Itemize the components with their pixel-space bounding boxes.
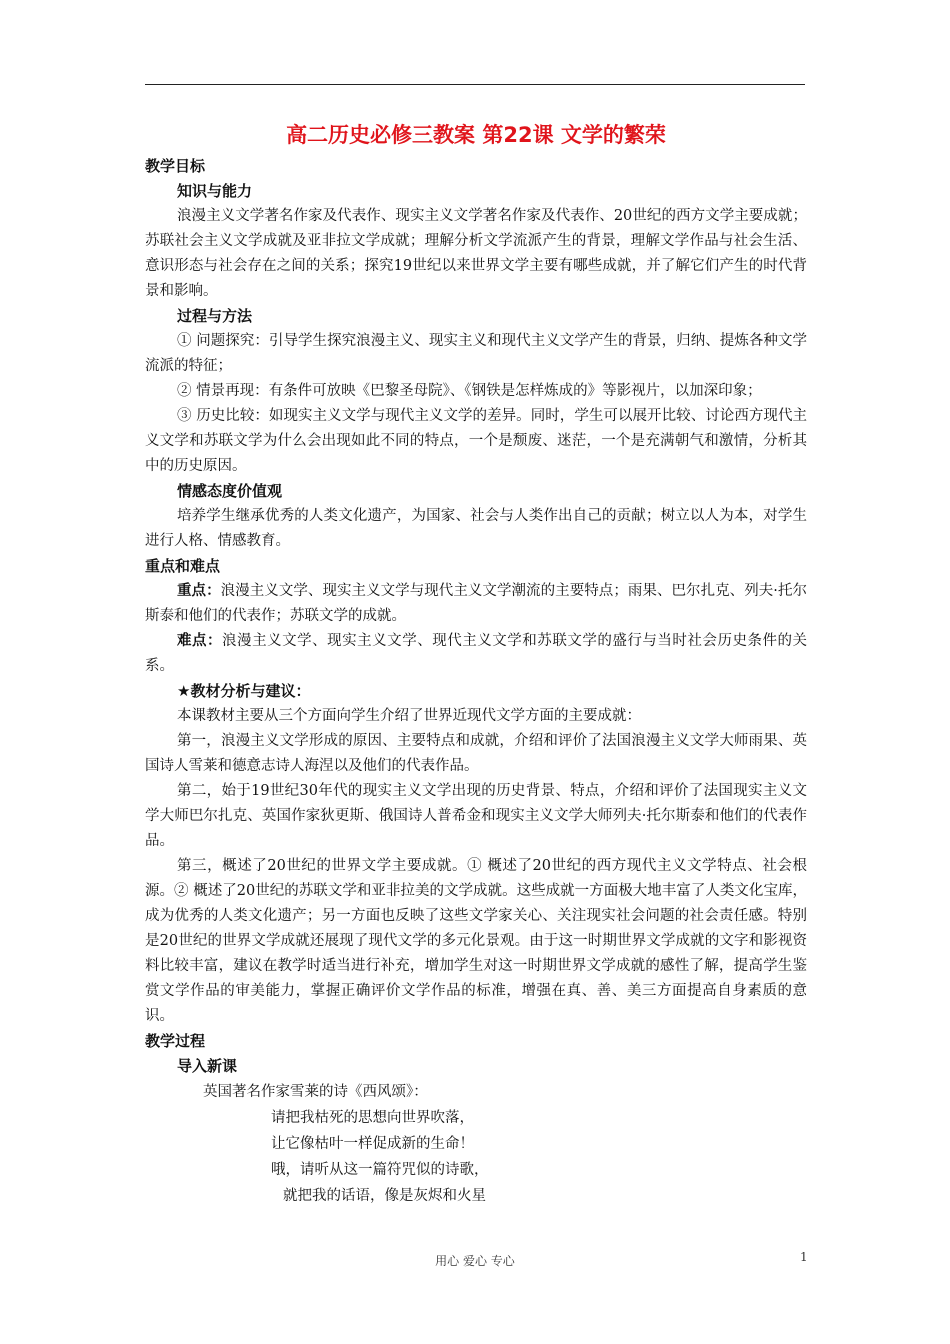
poem-intro: 英国著名作家雪莱的诗《西风颂》： (203, 1084, 428, 1100)
heading-process: 过程与方法 (177, 307, 253, 325)
paragraph-process-2: ② 情景再现：有条件可放映《巴黎圣母院》、《钢铁是怎样炼成的》等影视片，以加深印象； (177, 383, 762, 399)
paragraph-difficulty (145, 629, 807, 679)
paragraph-analysis-intro: 本课教材主要从三个方面向学生介绍了世界近现代文学方面的主要成就： (177, 708, 641, 724)
page-number: 1 (800, 1250, 808, 1264)
paragraph-process-3: ③ 历史比较：如现实主义文学与现代主义文学的差异。同时，学生可以展开比较、讨论西方现代主义文学和苏联文学为什么会出现如此不同的特点，一个是颓废、迷茫，一个是充满朝气和激情，分析其中的历史原因。 (145, 408, 807, 474)
poem-line: 哦，请听从这一篇符咒似的诗歌， (271, 1162, 489, 1178)
heading-knowledge: 知识与能力 (177, 182, 253, 200)
document-body (145, 120, 807, 1209)
heading-emotion: 情感态度价值观 (177, 482, 283, 500)
difficulty-text: 浪漫主义文学、现实主义文学、现代主义文学和苏联文学的盛行与当时社会历史条件的关系。 (145, 633, 808, 674)
poem-line: 请把我枯死的思想向世界吹落， (271, 1110, 474, 1126)
page-footer: 用心 爱心 专心 (435, 1254, 515, 1268)
key-text: 浪漫主义文学、现实主义文学与现代主义文学潮流的主要特点；雨果、巴尔扎克、列夫·托尔斯泰和他们的代表作；苏联文学的成就。 (145, 583, 808, 624)
heading-teaching: 教学过程 (145, 1032, 206, 1050)
key-label: 重点： (177, 583, 221, 599)
paragraph-process-1: ① 问题探究：引导学生探究浪漫主义、现实主义和现代主义文学产生的背景，归纳、提炼各种文学流派的特征； (145, 333, 807, 374)
heading-analysis: ★教材分析与建议： (177, 682, 311, 700)
paragraph-key (145, 579, 807, 629)
heading-keypoints: 重点和难点 (145, 557, 221, 575)
paragraph-knowledge: 浪漫主义文学著名作家及代表作、现实主义文学著名作家及代表作、20世纪的西方文学主要成就；苏联社会主义文学成就及亚非拉文学成就；理解分析文学流派产生的背景，理解文学作品与社会生活、意识形态与社会存在之间的关系；探究19世纪以来世界文学主要有哪些成就，并了解它们产生的时代背景和影响。 (145, 208, 807, 299)
paragraph-analysis-2: 第二，始于19世纪30年代的现实主义文学出现的历史背景、特点，介绍和评价了法国现实主义文学大师巴尔扎克、英国作家狄更斯、俄国诗人普希金和现实主义文学大师列夫·托尔斯泰和他们的代表作品。 (145, 783, 807, 849)
poem-line: 让它像枯叶一样促成新的生命！ (271, 1136, 474, 1152)
header-rule (145, 84, 805, 85)
paragraph-analysis-1: 第一，浪漫主义文学形成的原因、主要特点和成就，介绍和评价了法国浪漫主义文学大师雨果、英国诗人雪莱和德意志诗人海涅以及他们的代表作品。 (145, 733, 807, 774)
poem-line: 就把我的话语，像是灰烬和火星 (283, 1188, 486, 1204)
heading-goals: 教学目标 (145, 157, 206, 175)
heading-intro: 导入新课 (177, 1057, 238, 1075)
paragraph-emotion: 培养学生继承优秀的人类文化遗产，为国家、社会与人类作出自己的贡献；树立以人为本，对学生进行人格、情感教育。 (145, 508, 807, 549)
difficulty-label: 难点： (177, 633, 223, 649)
paragraph-analysis-3: 第三，概述了20世纪的世界文学主要成就。① 概述了20世纪的西方现代主义文学特点、社会根源。② 概述了20世纪的苏联文学和亚非拉美的文学成就。这些成就一方面极大地丰富了人类文化宝库，成为优秀的人类文化遗产；另一方面也反映了这些文学家关心、关注现实社会问题的社会责任感。特别是20世纪的世界文学成就还展现了现代文学的多元化景观。由于这一时期世界文学成就的文字和影视资料比较丰富，建议在教学时适当进行补充，增加学生对这一时期世界文学成就的感性了解，提高学生鉴赏文学作品的审美能力，掌握正确评价文学作品的标准，增强在真、善、美三方面提高自身素质的意识。 (145, 858, 807, 1024)
document-title: 高二历史必修三教案 第22课 文学的繁荣 (286, 123, 666, 147)
